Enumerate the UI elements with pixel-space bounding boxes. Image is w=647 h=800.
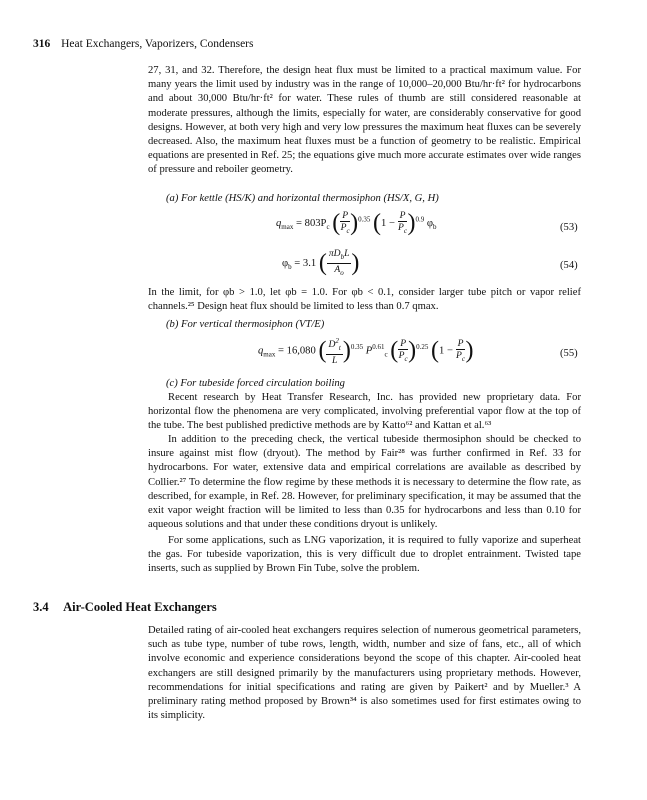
eq55-lhs-sub: max: [263, 350, 276, 359]
eq55-one: 1: [439, 345, 445, 357]
eq54-ratio: $\frac{\pi D_bL}{A_o}$: [328, 248, 350, 277]
paragraph-lng-vaporization: For some applications, such as LNG vaporization, it is required to fully vaporize and superheat the gas. For tubeside vaporization, this is very difficult due to droplet entrainment. Twisted tape inserts, such as supplied by Brown Fin Tube, solve the problem.: [148, 535, 581, 575]
paragraph-phi-limits: In the limit, for φb > 1.0, let φb = 1.0. For φb < 0.1, consider larger tube pitch or vapor relief channels.²⁵ Design heat flux should be limited to less than 0.7 qmax.: [148, 287, 581, 313]
equation-53: $q_{max} = 803P_c$ ( $\frac{P}{P_c}$ )$^{0.35}$ (1 − $\frac{P}{P_c}$ )$^{0.9}$ $\varphi_b$: [276, 210, 437, 236]
eq55-p-sup: 0.61: [372, 342, 385, 351]
eq53-coef-sub: c: [326, 223, 330, 232]
equation-54: $\varphi_b = 3.1$ ( $\frac{\pi D_bL}{A_o}$ ): [282, 248, 360, 277]
paragraph-heat-flux-limits: 27, 31, and 32. Therefore, the design heat flux must be limited to a practical maximum value. For many years the limit used by industry was in the range of 10,000–20,000 Btu/hr·ft² for hydrocarbons and about 30,000 Btu/hr·ft² for water. These rules of thumb are still considered reasonable at moderate pressures, although the limits, especially for water, are considerably conservative for good designs. However, at both very high and very low pressures the maximum heat fluxes can be severely decreased. Also, the maximum heat fluxes must be a function of geometry to be realistic. Empirical equations are presented in Ref. 25; the equations give much more accurate estimates over wide ranges of pressure and reboiler geometry.: [148, 65, 581, 176]
eq53-ratio-2: $\frac{P}{P_c}$: [398, 210, 407, 235]
eq55-coef: 16,080: [286, 345, 316, 357]
eq55-ratio-1: $\frac{D^2_t}{L}$: [328, 337, 341, 367]
eq54-coef: 3.1: [302, 257, 317, 269]
eq55-exp-3: 0.25: [416, 342, 429, 351]
eq55-ratio-3: $\frac{P}{P_c}$: [456, 337, 466, 363]
equation-54-number: (54): [560, 260, 578, 271]
equation-53-number: (53): [560, 222, 578, 233]
eq53-lhs-sub: max: [281, 223, 294, 232]
eq55-exp-1: 0.35: [350, 342, 364, 351]
eq55-lhs: q: [258, 345, 264, 357]
eq53-phi-sub: b: [432, 223, 437, 232]
page-number: 316: [33, 38, 51, 50]
case-b-label: (b) For vertical thermosiphon (VT/E): [166, 319, 325, 330]
case-a-label: (a) For kettle (HS/K) and horizontal thermosiphon (HS/X, G, H): [166, 193, 439, 204]
eq53-phi: φ: [426, 217, 433, 229]
eq55-p-sub: c: [384, 350, 388, 359]
eq53-exp-1: 0.35: [358, 215, 371, 224]
eq53-exp-2: 0.9: [415, 215, 425, 224]
equation-55-number: (55): [560, 348, 578, 359]
eq53-lhs: q: [276, 217, 282, 229]
equation-55: $q_{max} = 16,080$ ( $\frac{D^2_t}{L}$ )$^{0.35}$ $P^{0.61}_c$ ( $\frac{P}{P_c}$ )$^{0.25}$ (1 − $\frac{P}{P_c}$ ): [258, 337, 474, 367]
eq55-ratio-2: $\frac{P}{P_c}$: [398, 337, 408, 363]
running-title: Heat Exchangers, Vaporizers, Condensers: [61, 38, 254, 50]
eq54-lhs: φ: [282, 257, 289, 269]
eq55-minus: −: [446, 345, 453, 357]
paragraph-htri-research: Recent research by Heat Transfer Research, Inc. has provided new proprietary data. For horizontal flow the phenomena are very complicated, involving preferential vapor flow at the top of the tube. The best published predictive methods are by Katto⁶² and Kattan et al.⁶³: [148, 392, 581, 432]
section-number: 3.4: [33, 600, 49, 614]
eq53-one: 1: [380, 217, 387, 229]
eq53-minus: −: [388, 217, 395, 229]
eq55-p: P: [365, 345, 373, 357]
section-heading: [33, 600, 217, 615]
eq53-coef: 803P: [304, 217, 327, 229]
page-header: [33, 38, 253, 50]
section-title: Air-Cooled Heat Exchangers: [63, 600, 217, 614]
eq54-lhs-sub: b: [288, 262, 292, 271]
case-c-label: (c) For tubeside forced circulation boiling: [166, 378, 345, 389]
paragraph-mist-flow: In addition to the preceding check, the vertical tubeside thermosiphon should be checked to insure against mist flow (dryout). The method by Fair²⁸ was further confirmed in Ref. 33 for hydrocarbons. For water, extensive data and empirical correlations are available as described by Collier.²⁷ To determine the flow regime by these methods it is necessary to determine the flow rate, as described, for example, in Ref. 28. However, for preliminary specification, it may be assumed that the exit vapor weight fraction will be limited to less than 0.35 for hydrocarbons and less than 0.10 for aqueous solutions and that under these conditions dryout is unlikely.: [148, 434, 581, 531]
eq53-ratio-1: $\frac{P}{P_c}$: [340, 210, 350, 235]
paragraph-air-cooled: Detailed rating of air-cooled heat exchangers requires selection of numerous geometrical parameters, such as tube type, number of tube rows, length, width, number and size of fans, etc., all of which involve economic and experience considerations beyond the scope of this chapter. Air-cooled heat exchangers are still designed primarily by the manufacturers using proprietary methods. However, recommendations for initial specifications and rating are given by Paikert² and by Mueller.³ A preliminary rating method proposed by Brown³⁴ is also sometimes used for first estimates owing to its simplicity.: [148, 625, 581, 722]
